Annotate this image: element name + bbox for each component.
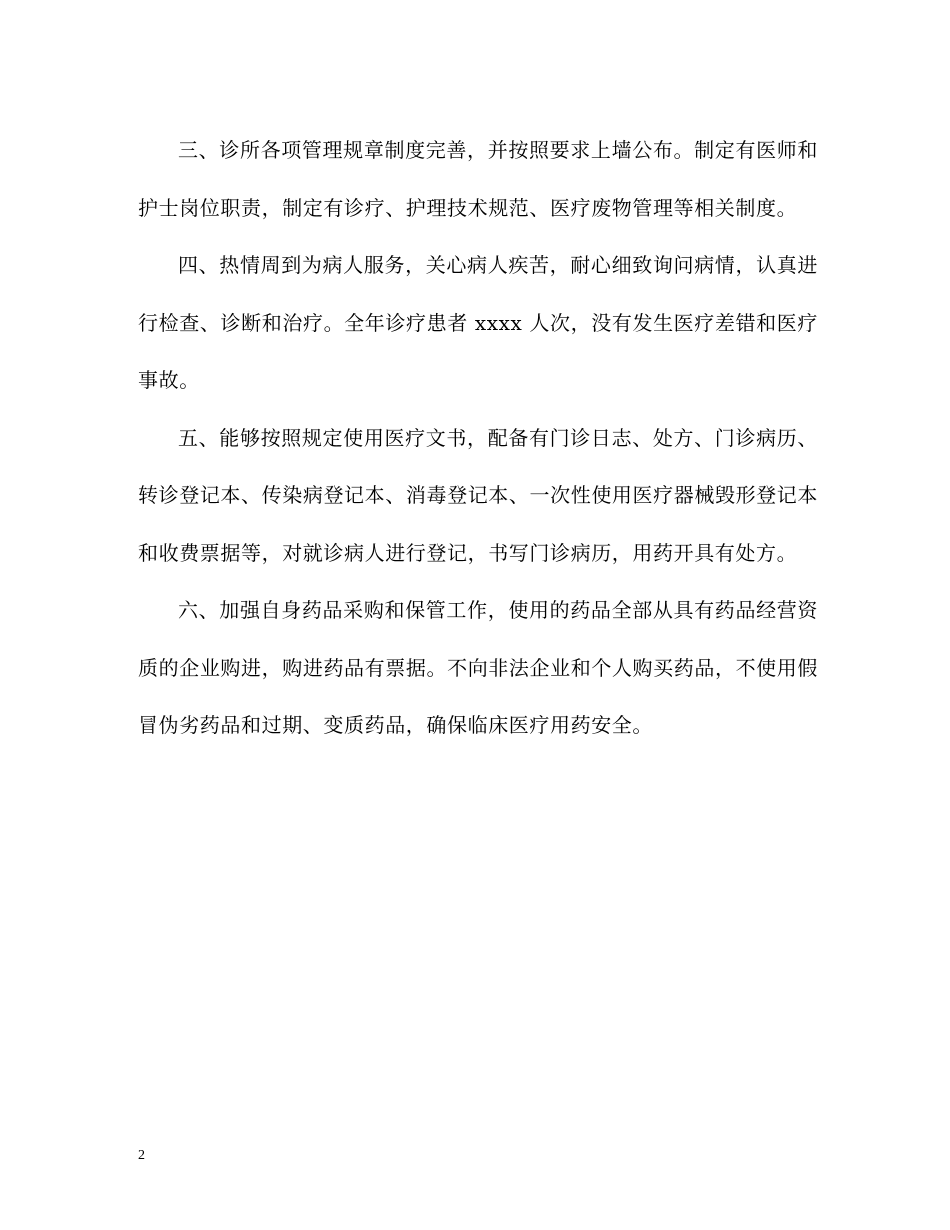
- paragraph-section-5: 五、能够按照规定使用医疗文书，配备有门诊日志、处方、门诊病历、转诊登记本、传染病登记本、消毒登记本、一次性使用医疗器械毁形登记本和收费票据等，对就诊病人进行登记，书写门诊病历，用药开具有处方。: [138, 425, 818, 565]
- paragraph-section-3: 三、诊所各项管理规章制度完善，并按照要求上墙公布。制定有医师和护士岗位职责，制定有诊疗、护理技术规范、医疗废物管理等相关制度。: [138, 138, 818, 220]
- page-number: 2: [138, 1148, 145, 1163]
- body-text: [138, 122, 818, 755]
- paragraph-section-6: 六、加强自身药品采购和保管工作，使用的药品全部从具有药品经营资质的企业购进，购进药品有票据。不向非法企业和个人购买药品，不使用假冒伪劣药品和过期、变质药品，确保临床医疗用药安全。: [138, 598, 818, 737]
- paragraph-section-4: 四、热情周到为病人服务，关心病人疾苦，耐心细致询问病情，认真进行检查、诊断和治疗。全年诊疗患者 xxxx 人次，没有发生医疗差错和医疗事故。: [138, 253, 818, 392]
